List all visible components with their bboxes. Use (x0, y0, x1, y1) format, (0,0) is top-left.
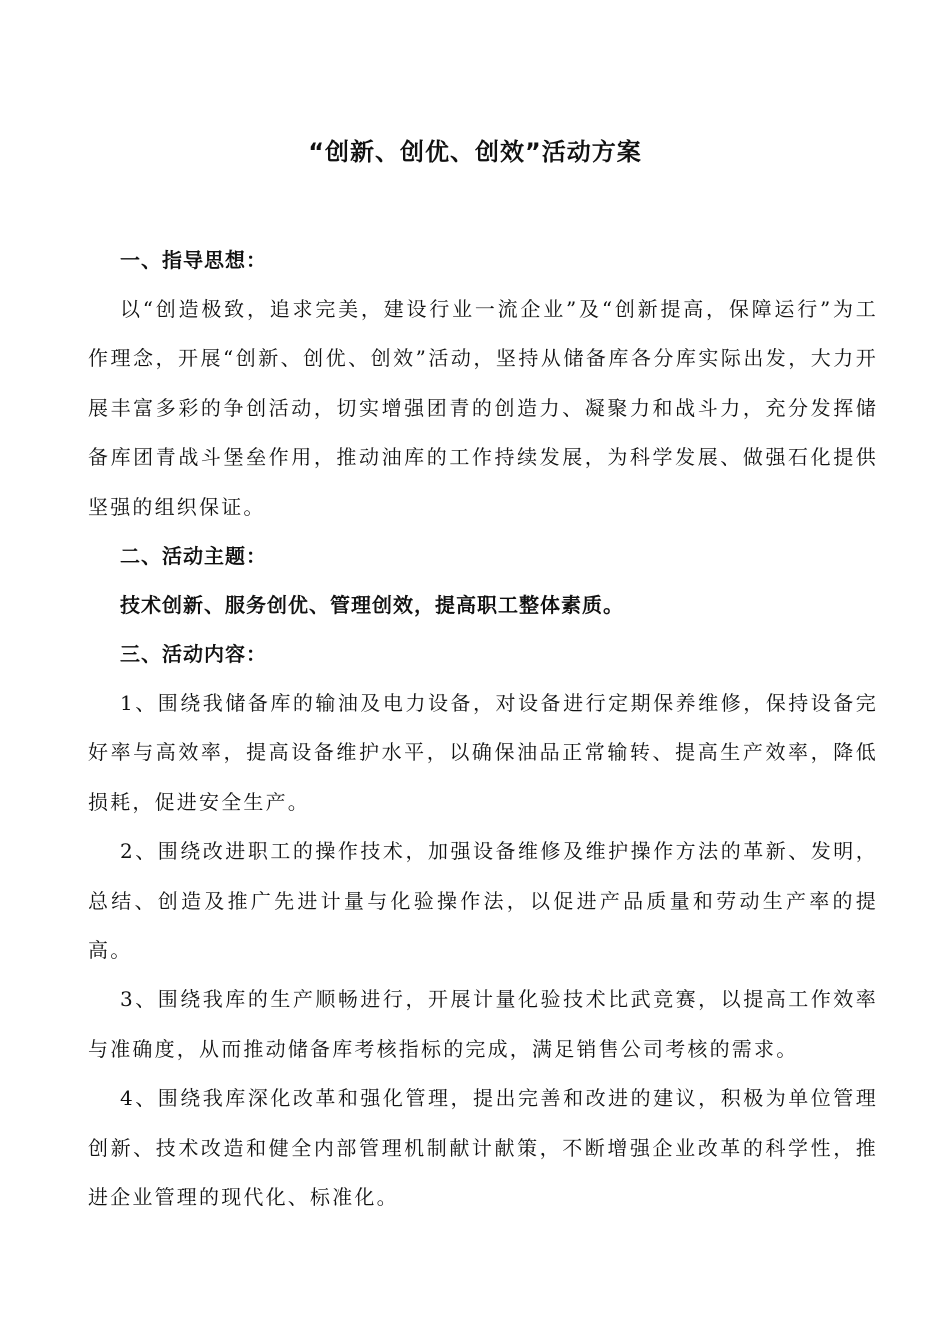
section-heading-activity-content: 三、活动内容： (120, 642, 267, 667)
paragraph-guiding-thought: 以“创造极致，追求完美，建设行业一流企业”及“创新提高，保障运行”为工作理念，开展“创新、创优、创效”活动，坚持从储备库各分库实际出发，大力开展丰富多彩的争创活动，切实增强团青的创造力、凝聚力和战斗力，充分发挥储备库团青战斗堡垒作用，推动油库的工作持续发展，为科学发展、做强石化提供坚强的组织保证。 (88, 297, 878, 519)
content-item-2: 2、围绕改进职工的操作技术，加强设备维修及维护操作方法的革新、发明，总结、创造及推广先进计量与化验操作法，以促进产品质量和劳动生产率的提高。 (88, 839, 878, 963)
document-title: “创新、创优、创效”活动方案 (308, 138, 642, 166)
section-heading-activity-theme: 二、活动主题： (120, 544, 267, 569)
content-item-3: 3、围绕我库的生产顺畅进行，开展计量化验技术比武竞赛，以提高工作效率与准确度，从而推动储备库考核指标的完成，满足销售公司考核的需求。 (88, 987, 878, 1061)
activity-theme-text: 技术创新、服务创优、管理创效，提高职工整体素质。 (120, 593, 624, 618)
document-body (88, 236, 878, 1223)
section-heading-guiding-thought: 一、指导思想： (120, 248, 267, 272)
content-item-4: 4、围绕我库深化改革和强化管理，提出完善和改进的建议，积极为单位管理创新、技术改造和健全内部管理机制献计献策，不断增强企业改革的科学性，推进企业管理的现代化、标准化。 (88, 1086, 878, 1210)
content-item-1: 1、围绕我储备库的输油及电力设备，对设备进行定期保养维修，保持设备完好率与高效率，提高设备维护水平，以确保油品正常输转、提高生产效率，降低损耗，促进安全生产。 (88, 691, 878, 814)
